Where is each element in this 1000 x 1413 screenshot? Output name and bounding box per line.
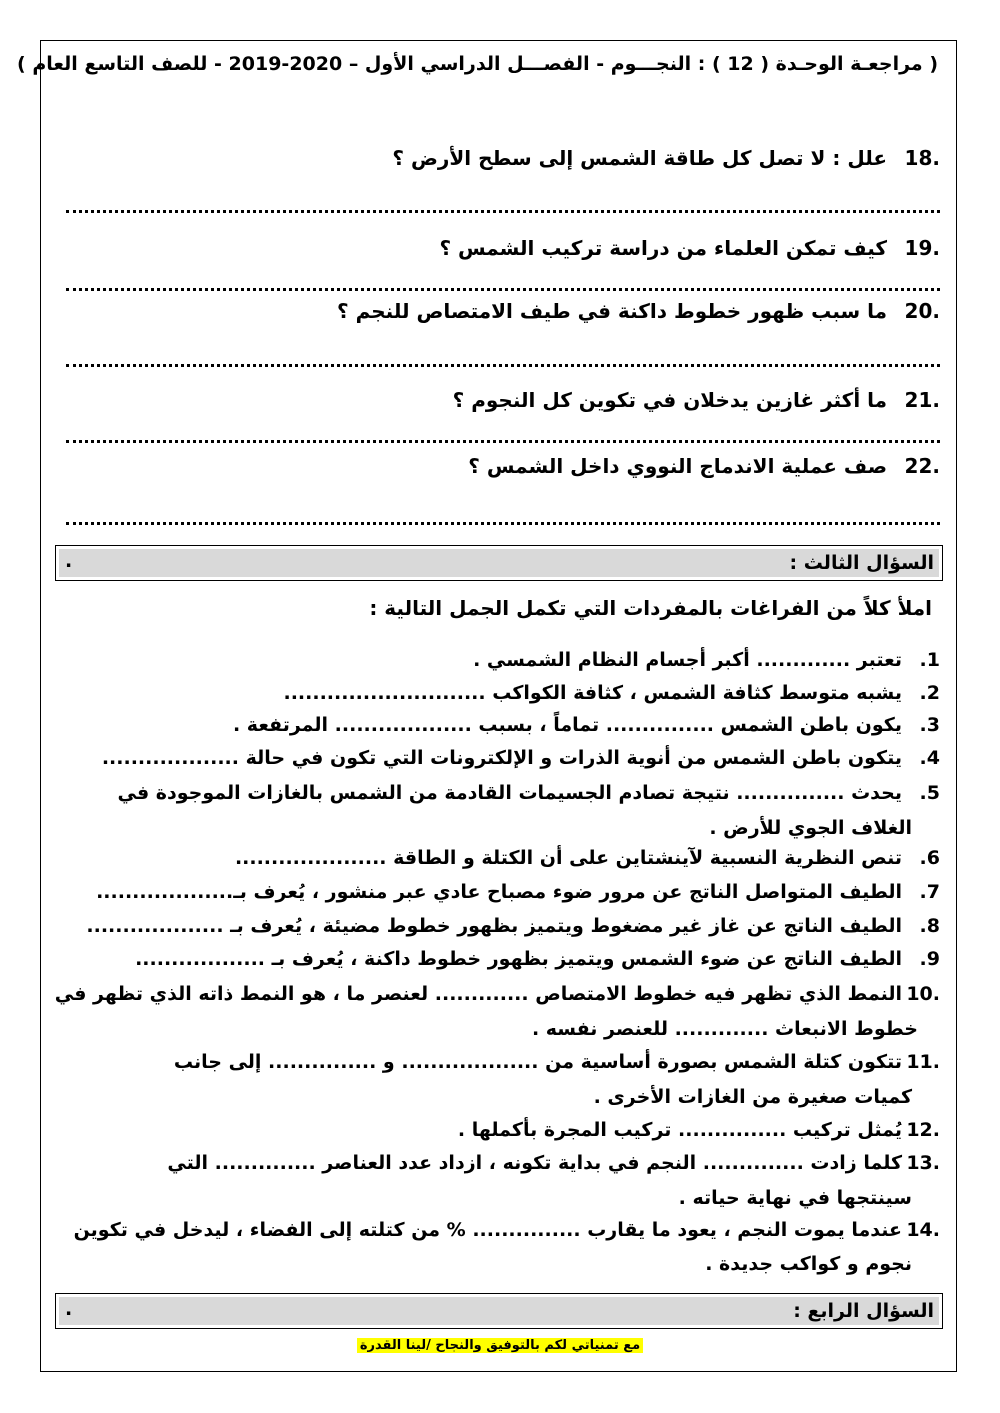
section-header-4 [55, 1293, 943, 1329]
answer-line-22[interactable] [66, 512, 940, 525]
fill-item-5-continued: الغلاف الجوي للأرض . [709, 817, 912, 839]
item-text: عندما يموت النجم ، يعود ما يقارب ............... % من كتلته إلى الفضاء ، ليدخل في تكوين [73, 1219, 902, 1241]
item-text: يشبه متوسط كثافة الشمس ، كثافة الكواكب ............................ [283, 682, 902, 704]
item-text: الطيف الناتج عن ضوء الشمس ويتميز بظهور خطوط داكنة ، يُعرف بـ .................. [135, 948, 902, 970]
section-header-3 [55, 545, 943, 581]
fill-item-3 [70, 715, 940, 736]
question-21 [453, 388, 940, 412]
answer-line-19[interactable] [66, 278, 940, 291]
question-number: .22 [904, 454, 940, 478]
item-number: 3. [919, 714, 940, 736]
fill-item-9 [70, 949, 940, 970]
item-text: كلما زادت .............. النجم في بداية تكونه ، ازداد عدد العناصر .............. التي [167, 1152, 902, 1174]
question-18 [392, 146, 940, 170]
item-number: 9. [919, 948, 940, 970]
page-title: ( مراجعـة الوحـدة ( 12 ) : النجـــوم - الفصـــل الدراسي الأول – 2020-2019 - للصف التاسع العام ) [17, 53, 938, 75]
footer-note: مع تمنياتي لكم بالتوفيق والنجاح /لينا القدرة [357, 1338, 643, 1353]
fill-item-10-continued: خطوط الانبعاث ............. للعنصر نفسه . [531, 1018, 918, 1040]
item-text: تعتبر ............. أكبر أجسام النظام الشمسي . [473, 649, 902, 671]
item-number: 1. [919, 649, 940, 671]
question-20 [337, 299, 940, 323]
question-22 [468, 454, 940, 478]
item-text: يُمثل تركيب ............... تركيب المجرة بأكملها . [457, 1119, 902, 1141]
item-text: يحدث ............... نتيجة تصادم الجسيمات القادمة من الشمس بالغازات الموجودة في [117, 782, 902, 804]
fill-item-6 [70, 848, 940, 869]
question-text: علل : لا تصل كل طاقة الشمس إلى سطح الأرض ؟ [392, 146, 888, 170]
fill-item-4 [70, 748, 940, 769]
fill-item-1 [70, 650, 940, 671]
item-number: 6. [919, 847, 940, 869]
item-number: .13 [906, 1152, 940, 1174]
footer [0, 1334, 1000, 1353]
question-number: .19 [904, 236, 940, 260]
section-header-fill [59, 1297, 939, 1325]
item-number: .14 [906, 1219, 940, 1241]
item-number: .12 [906, 1119, 940, 1141]
item-text: تتكون كتلة الشمس بصورة أساسية من ................... و ............... إلى جانب [173, 1051, 902, 1073]
question-text: صف عملية الاندماج النووي داخل الشمس ؟ [468, 454, 888, 478]
fill-item-11-continued: كميات صغيرة من الغازات الأخرى . [593, 1086, 912, 1108]
item-number: 2. [919, 682, 940, 704]
fill-item-13 [70, 1153, 940, 1174]
section-dot: . [65, 550, 73, 572]
answer-line-21[interactable] [66, 430, 940, 443]
item-text: يتكون باطن الشمس من أنوية الذرات و الإلكترونات التي تكون في حالة ................... [101, 747, 902, 769]
item-text: يكون باطن الشمس ............... تماماً ، بسبب ................... المرتفعة . [232, 714, 902, 736]
fill-item-5 [70, 783, 940, 804]
fill-item-8 [70, 916, 940, 937]
item-number: 8. [919, 915, 940, 937]
fill-item-11 [70, 1052, 940, 1073]
question-number: .18 [904, 146, 940, 170]
item-number: 5. [919, 782, 940, 804]
fill-item-2 [70, 683, 940, 704]
question-text: ما سبب ظهور خطوط داكنة في طيف الامتصاص للنجم ؟ [337, 299, 888, 323]
question-number: .20 [904, 299, 940, 323]
fill-item-7 [70, 882, 940, 903]
item-text: تنص النظرية النسبية لآينشتاين على أن الكتلة و الطاقة ..................... [234, 847, 902, 869]
fill-item-14 [70, 1220, 940, 1241]
answer-line-20[interactable] [66, 354, 940, 367]
instruction-text: املأ كلاً من الفراغات بالمفردات التي تكمل الجمل التالية : [369, 596, 932, 620]
section-dot: . [65, 1298, 73, 1320]
fill-item-10 [54, 983, 940, 1005]
question-text: ما أكثر غازين يدخلان في تكوين كل النجوم ؟ [452, 388, 888, 412]
item-number: .11 [906, 1051, 940, 1073]
item-number: .10 [906, 983, 940, 1005]
answer-line-18[interactable] [66, 200, 940, 213]
fill-item-13-continued: سينتجها في نهاية حياته . [678, 1187, 912, 1209]
section-label: السؤال الرابع : [793, 1300, 934, 1322]
question-19 [439, 236, 940, 260]
section-header-fill [59, 549, 939, 577]
item-text: الطيف الناتج عن غاز غير مضغوط ويتميز بظهور خطوط مضيئة ، يُعرف بـ ................... [86, 915, 902, 937]
section-label: السؤال الثالث : [789, 552, 934, 574]
item-text: الطيف المتواصل الناتج عن مرور ضوء مصباح عادي عبر منشور ، يُعرف بـ................... [96, 881, 902, 903]
item-number: 7. [919, 881, 940, 903]
question-number: .21 [904, 388, 940, 412]
question-text: كيف تمكن العلماء من دراسة تركيب الشمس ؟ [439, 236, 888, 260]
fill-item-12 [70, 1120, 940, 1141]
item-text: النمط الذي تظهر فيه خطوط الامتصاص ............. لعنصر ما ، هو النمط ذاته الذي تظهر في [54, 983, 902, 1005]
fill-item-14-continued: نجوم و كواكب جديدة . [705, 1253, 912, 1275]
item-number: 4. [919, 747, 940, 769]
